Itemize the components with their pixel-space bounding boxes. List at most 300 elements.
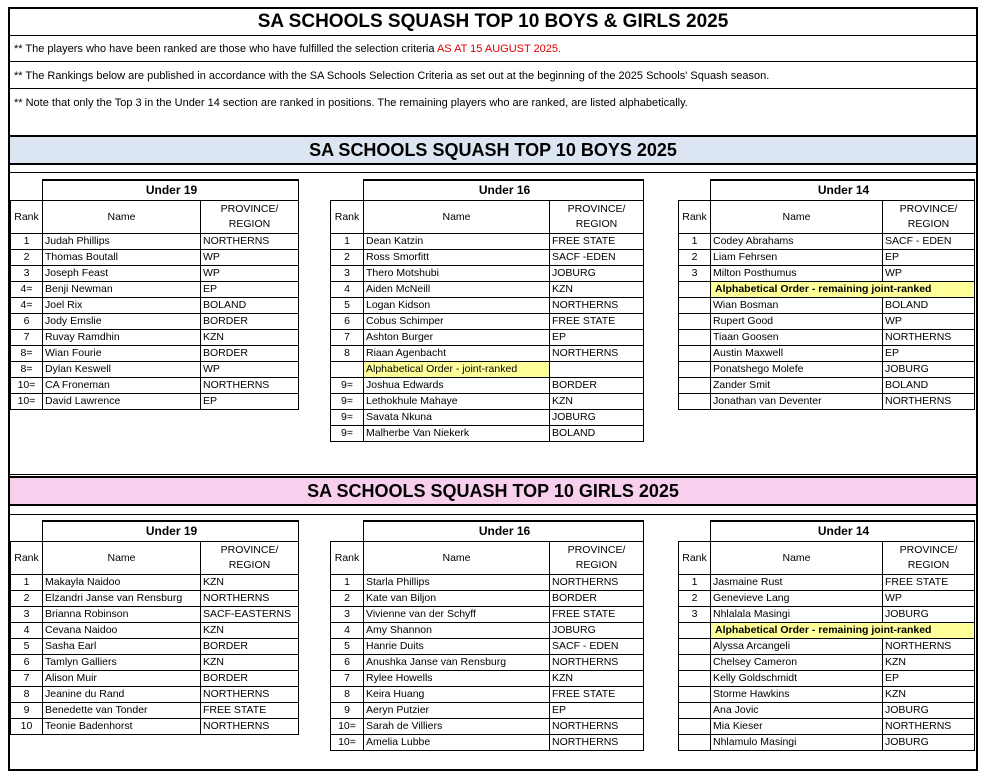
player-name: Wian Bosman — [711, 298, 883, 314]
province-cell: EP — [550, 703, 644, 719]
table-row — [331, 719, 644, 735]
rank-cell: 8 — [331, 687, 364, 703]
rank-cell: 8= — [11, 346, 43, 362]
province-cell: KZN — [201, 575, 299, 591]
player-name: Milton Posthumus — [711, 266, 883, 282]
name-column-header: Name — [364, 542, 550, 575]
table-row — [679, 671, 975, 687]
province-cell: NORTHERNS — [201, 378, 299, 394]
rank-cell: 8 — [11, 687, 43, 703]
rank-cell: 1 — [331, 234, 364, 250]
province-cell: NORTHERNS — [550, 655, 644, 671]
table-row — [679, 346, 975, 362]
boys-u16-heading: Under 16 — [364, 180, 644, 201]
boys-u14-table — [678, 179, 975, 410]
province-cell: BORDER — [201, 314, 299, 330]
player-name: Nhlalala Masingi — [711, 607, 883, 623]
table-row — [679, 623, 975, 639]
rank-cell: 1 — [679, 234, 711, 250]
player-name: Chelsey Cameron — [711, 655, 883, 671]
player-name: Brianna Robinson — [43, 607, 201, 623]
rank-cell: 8 — [331, 346, 364, 362]
rank-cell — [679, 687, 711, 703]
player-name: Rylee Howells — [364, 671, 550, 687]
table-row — [11, 282, 299, 298]
province-cell: JOBURG — [550, 266, 644, 282]
rank-cell — [679, 623, 711, 639]
province-cell: SACF - EDEN — [550, 639, 644, 655]
player-name: Joel Rix — [43, 298, 201, 314]
player-name: Teonie Badenhorst — [43, 719, 201, 735]
rank-cell: 2 — [11, 591, 43, 607]
table-row — [331, 671, 644, 687]
province-cell: NORTHERNS — [550, 735, 644, 751]
province-cell: FREE STATE — [550, 234, 644, 250]
table-row — [11, 362, 299, 378]
province-cell: BOLAND — [550, 426, 644, 442]
table-row — [331, 687, 644, 703]
boys-u19-heading: Under 19 — [43, 180, 299, 201]
player-name: Amelia Lubbe — [364, 735, 550, 751]
rank-cell: 7 — [331, 671, 364, 687]
province-cell: FREE STATE — [550, 687, 644, 703]
rank-cell: 2 — [331, 250, 364, 266]
header-spacer — [679, 521, 711, 542]
table-row — [11, 298, 299, 314]
province-cell: EP — [201, 394, 299, 410]
rank-cell: 2 — [331, 591, 364, 607]
player-name: Austin Maxwell — [711, 346, 883, 362]
table-row — [331, 346, 644, 362]
province-cell: SACF -EDEN — [550, 250, 644, 266]
boys-u19-table — [10, 179, 299, 410]
rank-cell: 10= — [11, 394, 43, 410]
player-name: Codey Abrahams — [711, 234, 883, 250]
player-name: Kelly Goldschmidt — [711, 671, 883, 687]
province-cell: NORTHERNS — [550, 575, 644, 591]
province-cell: NORTHERNS — [550, 298, 644, 314]
province-cell: KZN — [550, 394, 644, 410]
table-row — [679, 250, 975, 266]
table-row — [331, 607, 644, 623]
rank-column-header: Rank — [11, 542, 43, 575]
header-spacer — [679, 180, 711, 201]
rank-cell: 4= — [11, 282, 43, 298]
boys-top-rule — [10, 172, 976, 173]
player-name: Anushka Janse van Rensburg — [364, 655, 550, 671]
name-column-header: Name — [711, 542, 883, 575]
player-name: Logan Kidson — [364, 298, 550, 314]
player-name: Ruvay Ramdhin — [43, 330, 201, 346]
table-row — [679, 266, 975, 282]
province-column-header: PROVINCE/ REGION — [883, 201, 975, 234]
rank-cell: 3 — [331, 266, 364, 282]
rank-cell: 3 — [11, 266, 43, 282]
province-column-header: PROVINCE/ REGION — [201, 201, 299, 234]
province-cell: NORTHERNS — [201, 687, 299, 703]
table-row — [11, 671, 299, 687]
province-cell: BOLAND — [201, 298, 299, 314]
name-column-header: Name — [711, 201, 883, 234]
girls-u19-heading: Under 19 — [43, 521, 299, 542]
alphabetical-order-note: Alphabetical Order - joint-ranked — [364, 362, 550, 378]
boys-bottom-rule — [10, 474, 976, 475]
rank-cell: 1 — [679, 575, 711, 591]
table-row — [11, 687, 299, 703]
player-name: Elzandri Janse van Rensburg — [43, 591, 201, 607]
player-name: Zander Smit — [711, 378, 883, 394]
header-spacer — [331, 521, 364, 542]
table-row — [331, 703, 644, 719]
rank-cell: 4 — [331, 282, 364, 298]
player-name: Keira Huang — [364, 687, 550, 703]
rank-cell — [679, 362, 711, 378]
province-cell: SACF - EDEN — [883, 234, 975, 250]
player-name: Hanrie Duits — [364, 639, 550, 655]
rank-column-header: Rank — [679, 542, 711, 575]
rank-cell: 10= — [11, 378, 43, 394]
province-cell: NORTHERNS — [883, 639, 975, 655]
table-row — [11, 591, 299, 607]
player-name: Genevieve Lang — [711, 591, 883, 607]
table-row — [331, 362, 644, 378]
table-row — [11, 330, 299, 346]
rank-cell: 7 — [331, 330, 364, 346]
table-row — [11, 378, 299, 394]
player-name: Rupert Good — [711, 314, 883, 330]
table-row — [331, 426, 644, 442]
table-row — [11, 394, 299, 410]
province-cell: NORTHERNS — [201, 234, 299, 250]
table-row — [331, 591, 644, 607]
table-row — [11, 639, 299, 655]
player-name: Ross Smorfitt — [364, 250, 550, 266]
note-1-date: AS AT 15 AUGUST 2025. — [436, 43, 562, 55]
rank-cell: 9 — [11, 703, 43, 719]
table-row — [679, 314, 975, 330]
player-name: Dean Katzin — [364, 234, 550, 250]
table-row — [331, 655, 644, 671]
table-row — [679, 362, 975, 378]
girls-top-rule — [10, 514, 976, 515]
note-2-text: ** The Rankings below are published in accordance with the SA Schools Selection Criteria as set out at the beginning of the 2025 Schools' Squash season. — [14, 70, 770, 82]
table-row — [331, 575, 644, 591]
player-name: Liam Fehrsen — [711, 250, 883, 266]
table-row — [679, 655, 975, 671]
table-row — [331, 410, 644, 426]
rank-cell: 9 — [331, 703, 364, 719]
table-row — [331, 330, 644, 346]
player-name: Thomas Boutall — [43, 250, 201, 266]
table-row — [11, 234, 299, 250]
note-1 — [10, 36, 976, 62]
rank-cell: 3 — [331, 607, 364, 623]
player-name: Aeryn Putzier — [364, 703, 550, 719]
boys-u14-heading: Under 14 — [711, 180, 975, 201]
player-name: Benedette van Tonder — [43, 703, 201, 719]
table-row — [11, 607, 299, 623]
name-column-header: Name — [364, 201, 550, 234]
rank-cell — [679, 735, 711, 751]
player-name: Joseph Feast — [43, 266, 201, 282]
rank-cell — [679, 282, 711, 298]
player-name: Amy Shannon — [364, 623, 550, 639]
player-name: Lethokhule Mahaye — [364, 394, 550, 410]
player-name: Riaan Agenbacht — [364, 346, 550, 362]
province-column-header: PROVINCE/ REGION — [550, 542, 644, 575]
header-spacer — [11, 180, 43, 201]
rank-cell: 6 — [331, 314, 364, 330]
province-cell: WP — [201, 362, 299, 378]
player-name: Malherbe Van Niekerk — [364, 426, 550, 442]
girls-u19-table — [10, 520, 299, 735]
player-name: Tiaan Goosen — [711, 330, 883, 346]
province-cell: EP — [550, 330, 644, 346]
province-cell: JOBURG — [550, 410, 644, 426]
girls-section-title: SA SCHOOLS SQUASH TOP 10 GIRLS 2025 — [10, 476, 976, 506]
player-name: Storme Hawkins — [711, 687, 883, 703]
name-column-header: Name — [43, 201, 201, 234]
player-name: Jasmaine Rust — [711, 575, 883, 591]
table-row — [331, 266, 644, 282]
rank-cell: 5 — [331, 298, 364, 314]
alphabetical-order-note: Alphabetical Order - remaining joint-ranked — [711, 623, 975, 639]
table-row — [11, 655, 299, 671]
player-name: Thero Motshubi — [364, 266, 550, 282]
table-row — [679, 735, 975, 751]
province-cell: BORDER — [550, 591, 644, 607]
rank-column-header: Rank — [331, 201, 364, 234]
player-name: Sasha Earl — [43, 639, 201, 655]
province-cell: BORDER — [201, 639, 299, 655]
table-row — [331, 394, 644, 410]
table-row — [331, 234, 644, 250]
page-title: SA SCHOOLS SQUASH TOP 10 BOYS & GIRLS 2025 — [10, 9, 976, 36]
note-1-text: ** The players who have been ranked are those who have fulfilled the selection criteria — [14, 43, 437, 55]
rank-cell: 4 — [11, 623, 43, 639]
table-row — [679, 687, 975, 703]
province-cell: WP — [883, 591, 975, 607]
alphabetical-order-note: Alphabetical Order - remaining joint-ranked — [711, 282, 975, 298]
table-row — [679, 378, 975, 394]
player-name: Ponatshego Molefe — [711, 362, 883, 378]
rank-cell: 9= — [331, 426, 364, 442]
rank-cell — [679, 719, 711, 735]
table-row — [679, 298, 975, 314]
province-cell: SACF-EASTERNS — [201, 607, 299, 623]
province-cell: WP — [201, 250, 299, 266]
province-cell: EP — [883, 250, 975, 266]
player-name: Kate van Biljon — [364, 591, 550, 607]
note-2 — [10, 63, 976, 89]
table-row — [331, 639, 644, 655]
rank-cell: 2 — [679, 591, 711, 607]
rank-column-header: Rank — [331, 542, 364, 575]
table-row — [331, 250, 644, 266]
province-cell: KZN — [201, 623, 299, 639]
rank-cell: 10= — [331, 719, 364, 735]
rank-cell: 1 — [11, 234, 43, 250]
table-row — [331, 314, 644, 330]
table-row — [11, 250, 299, 266]
rank-cell: 2 — [679, 250, 711, 266]
boys-u16-table — [330, 179, 644, 442]
player-name: Cevana Naidoo — [43, 623, 201, 639]
rank-cell: 2 — [11, 250, 43, 266]
table-row — [679, 234, 975, 250]
player-name: Starla Phillips — [364, 575, 550, 591]
table-row — [11, 314, 299, 330]
province-cell: JOBURG — [883, 362, 975, 378]
province-cell: WP — [883, 314, 975, 330]
player-name: Vivienne van der Schyff — [364, 607, 550, 623]
girls-u16-heading: Under 16 — [364, 521, 644, 542]
province-cell: FREE STATE — [550, 314, 644, 330]
rank-cell: 10= — [331, 735, 364, 751]
province-cell — [550, 362, 644, 378]
table-row — [11, 703, 299, 719]
province-cell: KZN — [883, 687, 975, 703]
rank-cell — [679, 330, 711, 346]
rank-cell — [679, 655, 711, 671]
province-cell: KZN — [201, 655, 299, 671]
name-column-header: Name — [43, 542, 201, 575]
rank-cell — [679, 639, 711, 655]
province-cell: EP — [883, 671, 975, 687]
rank-cell: 9= — [331, 394, 364, 410]
rank-cell: 5 — [331, 639, 364, 655]
province-cell: FREE STATE — [550, 607, 644, 623]
player-name: Ashton Burger — [364, 330, 550, 346]
rank-cell — [679, 298, 711, 314]
note-3 — [10, 90, 976, 116]
rank-cell: 6 — [11, 314, 43, 330]
table-row — [11, 346, 299, 362]
province-cell: EP — [201, 282, 299, 298]
rank-cell: 9= — [331, 410, 364, 426]
province-cell: KZN — [883, 655, 975, 671]
player-name: Mia Kieser — [711, 719, 883, 735]
rank-cell: 3 — [679, 607, 711, 623]
rank-cell — [679, 394, 711, 410]
province-cell: JOBURG — [550, 623, 644, 639]
girls-u16-table — [330, 520, 644, 751]
rank-cell — [331, 362, 364, 378]
table-row — [11, 719, 299, 735]
player-name: Alyssa Arcangeli — [711, 639, 883, 655]
table-row — [679, 575, 975, 591]
player-name: Joshua Edwards — [364, 378, 550, 394]
province-cell: FREE STATE — [201, 703, 299, 719]
province-column-header: PROVINCE/ REGION — [201, 542, 299, 575]
rank-cell — [679, 703, 711, 719]
player-name: Jonathan van Deventer — [711, 394, 883, 410]
table-row — [11, 575, 299, 591]
rank-cell — [679, 671, 711, 687]
province-cell: WP — [883, 266, 975, 282]
province-cell: NORTHERNS — [883, 330, 975, 346]
rank-cell — [679, 346, 711, 362]
rank-cell: 10 — [11, 719, 43, 735]
player-name: David Lawrence — [43, 394, 201, 410]
table-row — [331, 735, 644, 751]
province-cell: FREE STATE — [883, 575, 975, 591]
province-cell: BORDER — [550, 378, 644, 394]
rank-cell: 3 — [11, 607, 43, 623]
province-cell: KZN — [550, 282, 644, 298]
table-row — [331, 378, 644, 394]
rank-cell: 7 — [11, 671, 43, 687]
rank-cell: 4= — [11, 298, 43, 314]
table-row — [679, 607, 975, 623]
header-spacer — [331, 180, 364, 201]
rank-cell — [679, 378, 711, 394]
rank-cell: 7 — [11, 330, 43, 346]
rank-cell: 4 — [331, 623, 364, 639]
player-name: Alison Muir — [43, 671, 201, 687]
rank-cell: 6 — [331, 655, 364, 671]
province-cell: KZN — [201, 330, 299, 346]
province-cell: NORTHERNS — [883, 394, 975, 410]
player-name: Nhlamulo Masingi — [711, 735, 883, 751]
rank-cell: 5 — [11, 639, 43, 655]
province-cell: JOBURG — [883, 607, 975, 623]
table-row — [679, 330, 975, 346]
rank-cell: 8= — [11, 362, 43, 378]
province-cell: JOBURG — [883, 735, 975, 751]
player-name: Jody Emslie — [43, 314, 201, 330]
player-name: CA Froneman — [43, 378, 201, 394]
player-name: Wian Fourie — [43, 346, 201, 362]
player-name: Savata Nkuna — [364, 410, 550, 426]
province-cell: NORTHERNS — [550, 719, 644, 735]
player-name: Benji Newman — [43, 282, 201, 298]
province-cell: BORDER — [201, 671, 299, 687]
province-cell: BOLAND — [883, 298, 975, 314]
player-name: Sarah de Villiers — [364, 719, 550, 735]
province-cell: NORTHERNS — [550, 346, 644, 362]
boys-section-title: SA SCHOOLS SQUASH TOP 10 BOYS 2025 — [10, 135, 976, 165]
player-name: Tamlyn Galliers — [43, 655, 201, 671]
rank-cell: 1 — [331, 575, 364, 591]
table-row — [679, 703, 975, 719]
player-name: Dylan Keswell — [43, 362, 201, 378]
player-name: Aiden McNeill — [364, 282, 550, 298]
table-row — [679, 639, 975, 655]
province-cell: NORTHERNS — [201, 719, 299, 735]
player-name: Makayla Naidoo — [43, 575, 201, 591]
table-row — [679, 591, 975, 607]
player-name: Judah Phillips — [43, 234, 201, 250]
province-cell: NORTHERNS — [883, 719, 975, 735]
note-3-text: ** Note that only the Top 3 in the Under 14 section are ranked in positions. The remaining players who are ranked, are listed alphabetically. — [14, 97, 688, 109]
table-row — [11, 623, 299, 639]
province-cell: EP — [883, 346, 975, 362]
province-cell: WP — [201, 266, 299, 282]
province-cell: BORDER — [201, 346, 299, 362]
rank-cell: 3 — [679, 266, 711, 282]
girls-u14-table — [678, 520, 975, 751]
province-column-header: PROVINCE/ REGION — [550, 201, 644, 234]
province-column-header: PROVINCE/ REGION — [883, 542, 975, 575]
province-cell: NORTHERNS — [201, 591, 299, 607]
rank-cell — [679, 314, 711, 330]
rank-cell: 1 — [11, 575, 43, 591]
header-spacer — [11, 521, 43, 542]
rank-cell: 9= — [331, 378, 364, 394]
table-row — [11, 266, 299, 282]
province-cell: BOLAND — [883, 378, 975, 394]
